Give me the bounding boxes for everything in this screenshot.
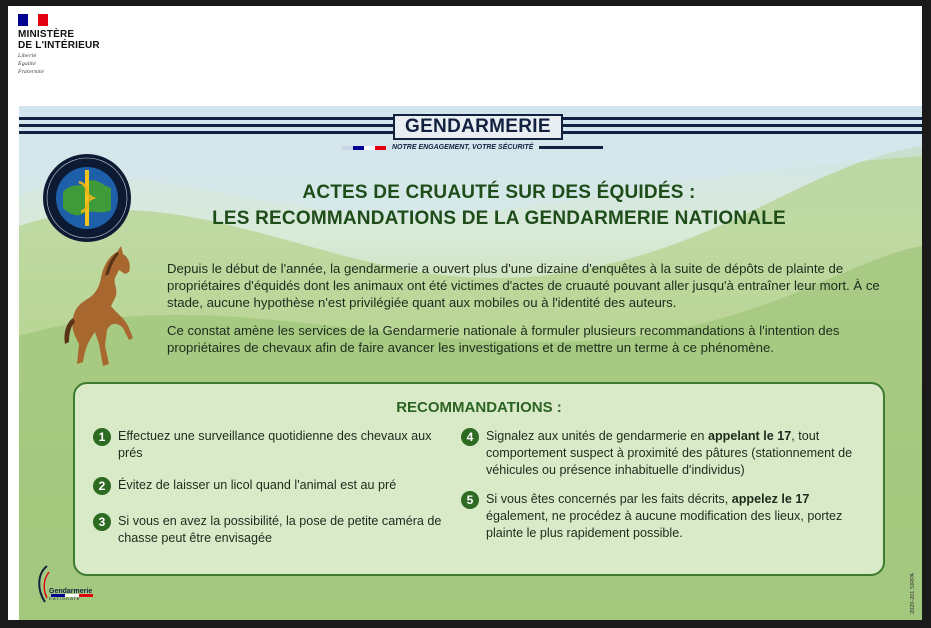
- headline: [169, 180, 829, 232]
- intro-text: [167, 260, 907, 367]
- motto-egalite: Égalité: [18, 61, 36, 67]
- number-badge: 1: [93, 428, 111, 446]
- recommendation-text: [486, 491, 871, 542]
- number-badge: 5: [461, 491, 479, 509]
- intro-paragraph-1: Depuis le début de l'année, la gendarmerie a ouvert plus d'une dizaine d'enquêtes à la suite de dépôts de plainte de propriétaires d'équidés dont les animaux ont été victimes d'actes de cruauté pouvant aller jusqu'à entraîner leur mort. À ce stade, aucune hypothèse n'est privilégiée quant aux mobiles ou à l'identité des auteurs.: [167, 261, 880, 310]
- recommendation-text: Si vous en avez la possibilité, la pose de petite caméra de chasse peut être envisagée: [118, 514, 442, 545]
- motto-liberte: Liberté: [18, 53, 37, 59]
- french-flag-icon: [18, 14, 48, 26]
- footer-logo-text: [49, 588, 92, 602]
- motto-fraternite: Fraternité: [18, 69, 44, 75]
- number-badge: 3: [93, 513, 111, 531]
- intro-paragraph-2: Ce constat amène les services de la Gendarmerie nationale à formuler plusieurs recommandations à l'intention des propriétaires de chevaux afin de faire avancer les investigations et de mettre un terme à ce phénomène.: [167, 323, 840, 355]
- gendarmerie-logo-icon: [29, 564, 109, 610]
- recommendation-text: [486, 428, 871, 479]
- emphasis-call-17: appelez le 17: [731, 492, 810, 506]
- tagline-rule: [539, 146, 603, 149]
- footer-logo-subtitle: nationale: [49, 596, 81, 601]
- recommendations-left-column: [93, 428, 448, 547]
- ministry-name-line-2: DE L'INTÉRIEUR: [18, 40, 100, 51]
- recommendations-panel: [73, 382, 885, 576]
- headline-line-1: ACTES DE CRUAUTÉ SUR DES ÉQUIDÉS :: [302, 182, 696, 203]
- poster: [19, 106, 922, 620]
- document-page: [8, 6, 922, 620]
- number-badge: 4: [461, 428, 479, 446]
- recommendation-2: [93, 477, 448, 495]
- ministry-name-line-1: MINISTÈRE: [18, 29, 75, 40]
- gendarmerie-banner: [19, 114, 922, 140]
- credit-code: 2020-201 SIRPA: [910, 573, 916, 614]
- recommendation-3: [93, 513, 448, 547]
- recommendation-text: Effectuez une surveillance quotidienne des chevaux aux prés: [118, 429, 432, 460]
- footer-logo-name: Gendarmerie: [49, 588, 93, 595]
- text-part: également, ne procédez à aucune modification des lieux, portez plainte le plus rapidement possible.: [486, 509, 843, 540]
- brand-title: GENDARMERIE: [405, 116, 551, 137]
- text-part: , tout comportement suspect à proximité des pâtures (stationnement de véhicules ou présence inhabituelle d'individus): [486, 429, 853, 477]
- recommendation-5: [461, 491, 871, 542]
- recommendation-1: [93, 428, 448, 462]
- text-part: Si vous êtes concernés par les faits décrits,: [486, 492, 732, 506]
- recommendations-right-column: [461, 428, 871, 542]
- tagline-row: [342, 144, 603, 151]
- emphasis-call-17: appelant le 17: [707, 429, 792, 443]
- horse-icon: [59, 244, 149, 370]
- brand-box: [393, 114, 563, 140]
- ministry-block: [18, 14, 138, 75]
- tricolor-icon: [342, 146, 386, 150]
- recommendation-text: Évitez de laisser un licol quand l'animal est au pré: [118, 478, 397, 492]
- number-badge: 2: [93, 477, 111, 495]
- headline-line-2: LES RECOMMANDATIONS DE LA GENDARMERIE NATIONALE: [212, 208, 786, 229]
- oclaesp-badge-icon: [41, 152, 133, 244]
- text-part: Signalez aux unités de gendarmerie en: [486, 429, 708, 443]
- recommendations-title: RECOMMANDATIONS :: [396, 399, 562, 416]
- recommendation-4: [461, 428, 871, 479]
- tagline: NOTRE ENGAGEMENT, VOTRE SÉCURITÉ: [392, 144, 534, 151]
